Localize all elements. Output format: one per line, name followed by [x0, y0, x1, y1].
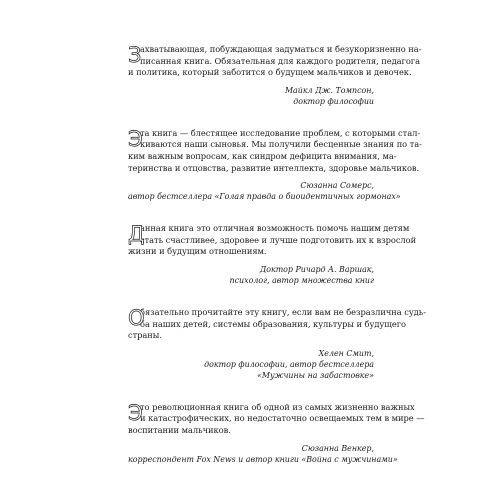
drop-cap: Д	[128, 222, 145, 247]
author-name: Хелен Смит,	[318, 348, 374, 358]
drop-cap: Э	[128, 126, 143, 151]
author-credentials: автор бестселлера «Голая правда о биоидентичных гормонах»	[128, 192, 401, 202]
author-credentials: доктор философии	[293, 96, 374, 106]
author-name: Сюзанна Сомерс,	[300, 181, 374, 191]
quote-line: и катастрофических, но недостаточно освещаемых тем в мире —	[140, 413, 425, 424]
quote-line: жизни и будущим отношениям.	[128, 246, 267, 257]
quote-line: ким важным вопросам, как синдром дефицита внимания, ма-	[128, 150, 397, 161]
quote-line: ба наших детей, системы образования, культуры и будущего	[140, 318, 406, 329]
quote-line: то революционная книга об одной из самых жизненно важных	[140, 401, 415, 412]
endorsement-1	[128, 43, 422, 107]
endorsement-attribution	[128, 264, 374, 286]
quote-line: стать счастливее, здоровее и лучше подготовить их к взрослой	[140, 234, 417, 245]
drop-cap: Э	[128, 400, 143, 425]
endorsement-quote	[128, 401, 425, 437]
quote-line: теринства и отцовства, развитие интеллекта, здоровье мальчиков.	[128, 162, 420, 173]
author-book: «Мужчины на забастовке»	[257, 370, 374, 380]
quote-line: воспитании мальчиков.	[128, 424, 231, 435]
drop-cap: З	[128, 43, 142, 67]
author-credentials: доктор философии, автор бестселлера	[204, 359, 374, 369]
endorsement-attribution	[128, 85, 374, 107]
endorsement-2	[128, 126, 422, 202]
endorsement-3	[128, 222, 417, 286]
endorsement-attribution	[128, 180, 401, 202]
author-name: Сюзанна Венкер,	[301, 443, 374, 453]
endorsement-4	[128, 305, 426, 381]
author-credentials: корреспондент Fox News и автор книги «Война с мужчинами»	[128, 454, 398, 464]
quote-line: и политика, который заботится о будущем мальчиков и девочек.	[128, 67, 412, 78]
quote-line: ахватывающая, побуждающая задуматься и безукоризненно на-	[140, 44, 422, 54]
endorsement-quote	[128, 44, 422, 79]
endorsement-5	[128, 400, 425, 465]
drop-cap: О	[128, 305, 145, 330]
quote-line: бязательно прочитайте эту книгу, если вам не безразлична судь-	[140, 306, 426, 317]
author-credentials: психолог, автор множества книг	[229, 275, 374, 285]
quote-line: страны.	[128, 330, 162, 341]
endorsement-quote	[128, 306, 426, 342]
endorsement-attribution	[128, 348, 374, 381]
endorsement-attribution	[128, 443, 398, 465]
quote-line: та книга — блестящее исследование проблем, с которыми стал-	[140, 127, 421, 138]
endorsements-page	[128, 43, 426, 486]
endorsement-quote	[128, 127, 422, 174]
author-name: Майкл Дж. Томпсон,	[284, 85, 374, 95]
quote-line: киваются наши сыновья. Мы получили бесценные знания по та-	[140, 139, 422, 150]
quote-line: анная книга это отличная возможность помочь нашим детям	[140, 223, 410, 234]
author-name: Доктор Ричард А. Варшак,	[259, 264, 374, 274]
quote-line: писанная книга. Обязательная для каждого родителя, педагога	[140, 55, 420, 66]
endorsement-quote	[128, 223, 417, 258]
